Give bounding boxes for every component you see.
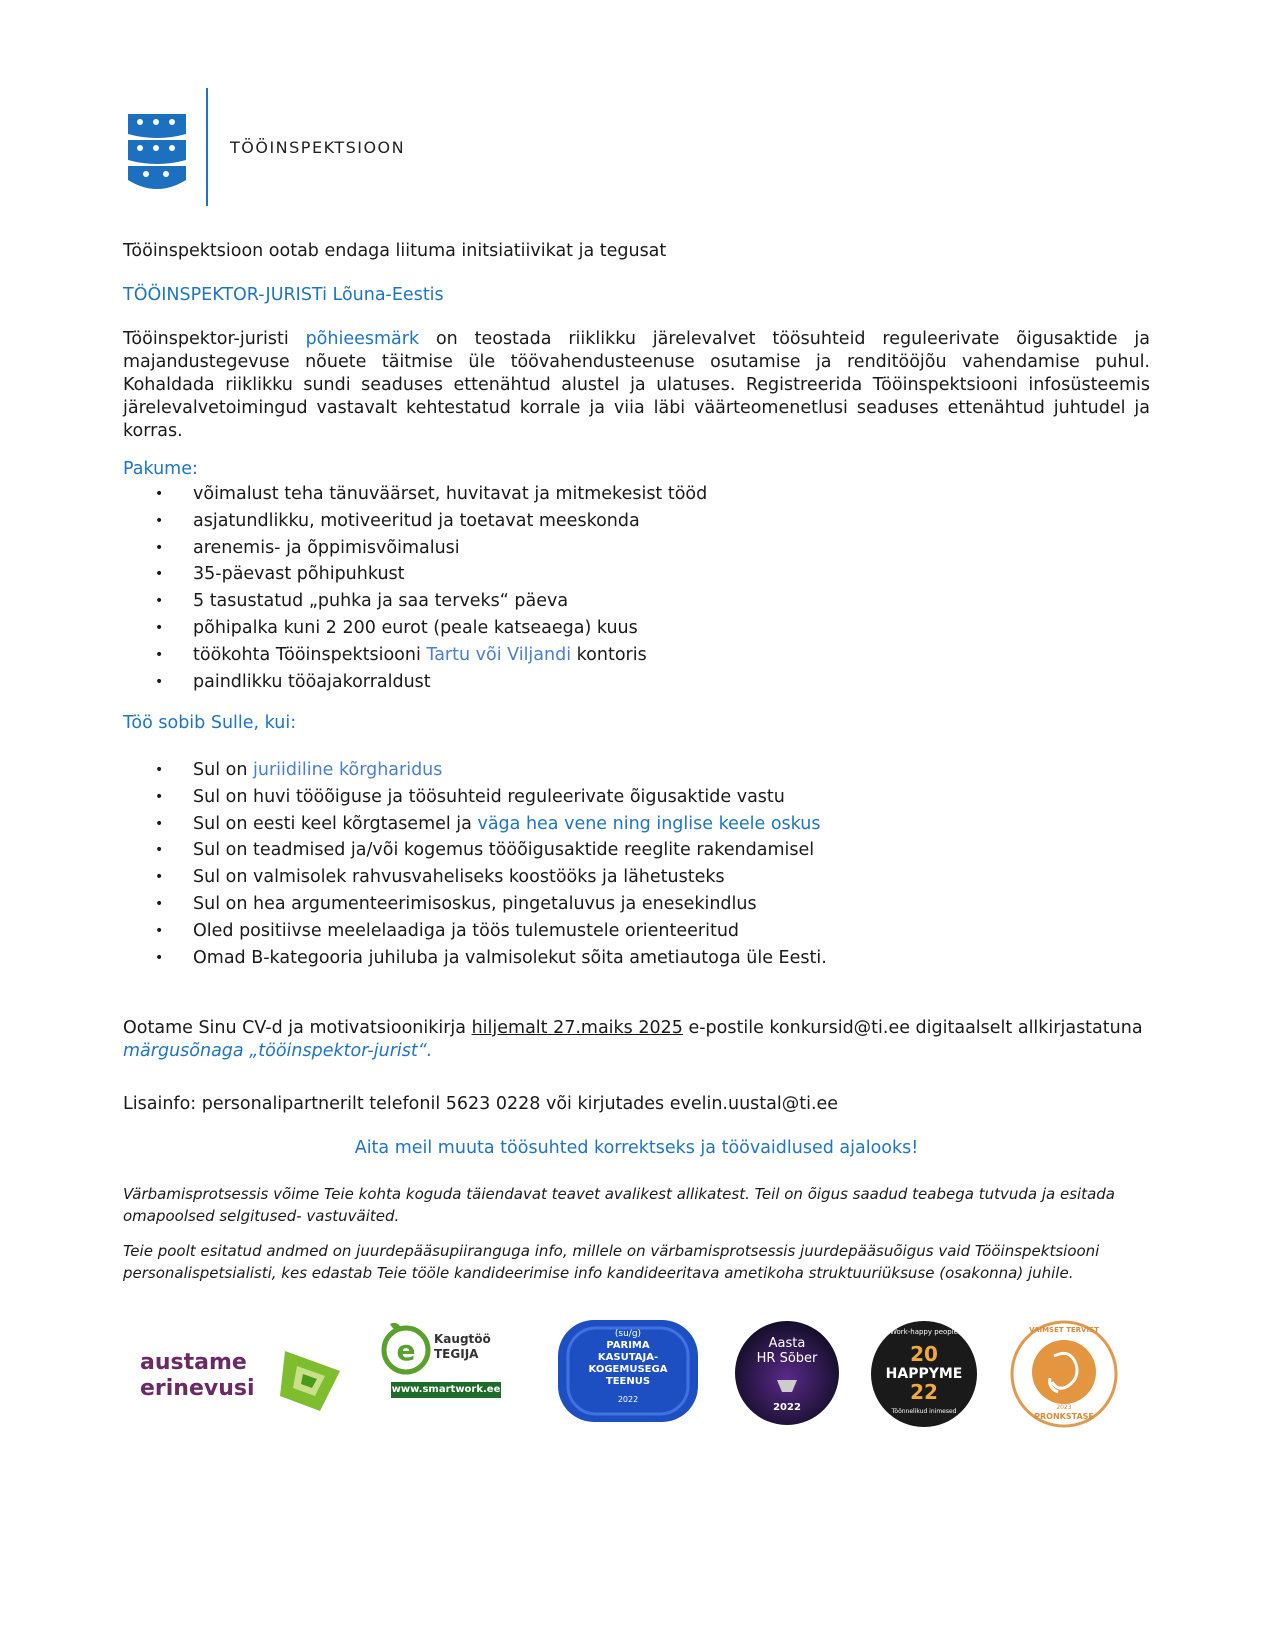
list-item: • 35-päevast põhipuhkust xyxy=(155,564,405,585)
requirement-highlight: juriidiline kõrgharidus xyxy=(253,760,443,780)
disclaimer-1: Värbamisprotsessis võime Teie kohta koguda täiendavat teavet avalikest allikatest. Teil on õigus saadud teabega tutvuda ja esitada omapoolsed selgitused- vastuväited. xyxy=(123,1185,1115,1225)
list-item: • 5 tasustatud „puhka ja saa terveks“ päeva xyxy=(155,591,569,612)
offer-heading: Pakume: xyxy=(123,459,198,479)
e-letter-icon xyxy=(376,1318,436,1378)
list-item: • Sul on hea argumenteerimisoskus, pingetaluvus ja enesekindlus xyxy=(155,893,757,914)
suits-list xyxy=(123,757,827,971)
coat-of-arms-icon xyxy=(126,108,188,192)
suits-heading: Töö sobib Sulle, kui: xyxy=(123,713,297,733)
list-item: • arenemis- ja õppimisvõimalusi xyxy=(155,537,460,558)
office-locations: Tartu või Viljandi xyxy=(426,644,572,665)
list-item: • põhipalka kuni 2 200 eurot (peale katseaega) kuus xyxy=(155,617,638,638)
list-item: • Sul on eesti keel kõrgtasemel ja väga hea vene ning inglise keele oskus xyxy=(155,813,821,834)
list-item: • Sul on juriidiline kõrgharidus xyxy=(155,760,443,780)
smartwork-url: www.smartwork.ee xyxy=(391,1382,501,1398)
logo-row xyxy=(0,1318,1275,1438)
language-highlight: väga hea vene ning inglise keele oskus xyxy=(477,813,821,834)
list-item: • Oled positiivse meelelaadiga ja töös tulemustele orienteeritud xyxy=(155,920,740,941)
description-part1: Tööinspektor-juristi xyxy=(123,329,306,349)
contact-info: Lisainfo: personalipartnerilt telefonil 5623 0228 või kirjutades evelin.uustal@ti.ee xyxy=(123,1094,839,1114)
list-item: • paindlikku tööajakorraldust xyxy=(155,671,431,692)
vaimset-tervist-badge: VAIMSET TERVIST 2023 PRONKSTASE xyxy=(1010,1320,1118,1428)
list-item: • Sul on huvi tööõiguse ja töösuhteid reguleerivate õigusaktide vastu xyxy=(155,786,785,807)
list-item: • töökohta Tööinspektsiooni Tartu või Viljandi kontoris xyxy=(155,644,647,665)
parima-teenus-badge: (su/g) PARIMA KASUTAJA- KOGEMUSEGA TEENUS 2022 xyxy=(556,1318,700,1424)
position-title: TÖÖINSPEKTOR-JURISTi Lõuna-Eestis xyxy=(123,285,444,305)
list-item: • asjatundlikku, motiveeritud ja toetavat meeskonda xyxy=(155,510,640,531)
job-description xyxy=(123,328,1150,443)
disclaimer-2: Teie poolt esitatud andmed on juurdepääsupiiranguga info, millele on värbamisprotsessis juurdepääsuõigus vaid Tööinspektsiooni personalispetsialisti, kes edastab Teie tööle kandideerimise info kandideeritava ametikoha struktuuriüksuse (osakonna) juhile. xyxy=(123,1242,1100,1282)
apply-text: Ootame Sinu CV-d ja motivatsioonikirja hiljemalt 27.maiks 2025 e-postile konkursid@ti.ee digitaalselt allkirjastatuna märgusõnaga „tööinspektor-jurist“. xyxy=(123,1018,1143,1061)
intro-text: Tööinspektsioon ootab endaga liituma initsiatiivikat ja tegusat xyxy=(123,241,667,261)
hr-sober-badge: Aasta HR Sõber 2022 xyxy=(734,1320,840,1426)
list-item: • Omad B-kategooria juhiluba ja valmisolekut sõita ametiautoga üle Eesti. xyxy=(155,947,827,968)
list-item: • Sul on valmisolek rahvusvaheliseks koostööks ja lähetusteks xyxy=(155,867,725,888)
description-highlight: põhieesmärk xyxy=(305,329,420,349)
org-name: TÖÖINSPEKTSIOON xyxy=(230,138,406,157)
list-item: • Sul on teadmised ja/või kogemus tööõigusaktide reeglite rakendamisel xyxy=(155,840,815,861)
header-divider xyxy=(206,88,208,206)
happyme-badge: Work-happy people 20 HAPPYME 22 Töönnelikud inimesed xyxy=(870,1320,978,1428)
list-item: • võimalust teha tänuväärset, huvitavat ja mitmekesist tööd xyxy=(155,484,708,504)
description-part2: on teostada riiklikku järelevalvet töösuhteid reguleerivate õigusaktide ja majandustegevuse nõuete täitmise üle töövahendusteenuse osutamise ja renditööjõu vahendamise puhul. Kohaldada riiklikku sundi seaduses ettenähtud alustel ja ulatuses. Registreerida Tööinspektsiooni infosüsteemis järelevalvetoimingud vastavalt kehtestatud korrale ja viia läbi väärteomenetlusi seaduses ettenähtud juhtudel ja korras. xyxy=(123,329,1150,441)
diamond-shape-icon xyxy=(275,1346,345,1416)
kaugtoo-tegija-logo: e Kaugtöö TEGIJA www.smartwork.ee xyxy=(376,1318,506,1398)
header xyxy=(126,88,526,208)
slogan: Aita meil muuta töösuhted korrektseks ja töövaidlused ajalooks! xyxy=(354,1138,919,1158)
deadline: hiljemalt 27.maiks 2025 xyxy=(471,1018,683,1038)
svg-text:e: e xyxy=(396,1334,416,1367)
keyword: märgusõnaga „tööinspektor-jurist“. xyxy=(123,1041,433,1061)
offer-list xyxy=(123,481,707,695)
austame-erinevusi-logo: austame erinevusi xyxy=(140,1346,350,1416)
